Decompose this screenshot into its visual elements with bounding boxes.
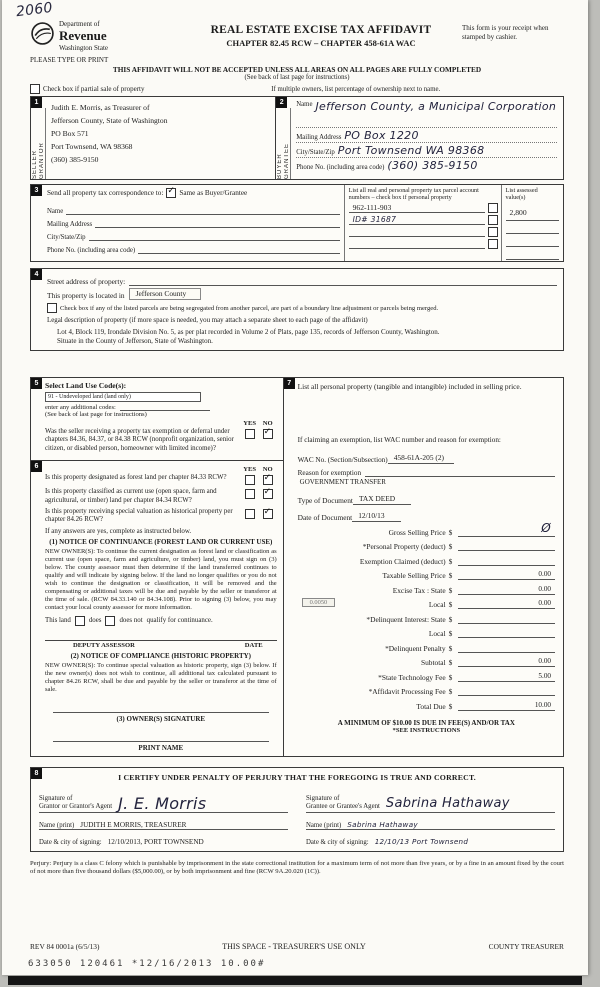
grantor-signature-field[interactable]: Signature of Grantor or Grantor's Agent J. E. Morris — [39, 788, 288, 813]
section-2-badge: 2 — [276, 97, 287, 108]
buyer-vertical-label: BUYER — [276, 153, 283, 179]
owner-signature-line[interactable] — [53, 700, 269, 713]
check-icon: ✓ — [263, 486, 272, 497]
located-in-row — [47, 286, 557, 300]
doc-type-label: Type of Document — [297, 496, 353, 505]
dor-logo-block — [30, 20, 180, 64]
legal-description-line: Lot 4, Block 119, Irondale Division No. 5, as per plat recorded in Volume 2 of Plats, page 135, records of Jefferson County, Washington. — [57, 328, 440, 336]
reason-field[interactable] — [298, 464, 555, 477]
receipt-note: This form is your receipt when stamped by cashier. — [462, 24, 549, 41]
buyer-city-label: City/State/Zip — [296, 149, 335, 156]
historic-no-checkbox[interactable] — [263, 506, 273, 519]
correspondence-city-field[interactable]: City/State/Zip — [47, 228, 340, 241]
certification-section — [30, 767, 564, 852]
money-row[interactable]: Excise Tax : State $ 0.00 — [298, 581, 555, 595]
money-row[interactable]: Exemption Claimed (deduct) $ — [298, 552, 555, 566]
local-rate-box: 0.0050 — [302, 598, 336, 607]
buyer-address-field[interactable] — [296, 128, 557, 143]
dept-line: Department of — [59, 20, 100, 28]
wac-number-field[interactable] — [298, 450, 555, 464]
current-use-question-row: Is this property classified as current use (open space, farm and agricultural, or timber) land per chapter 84.34 RCW? ✓ — [45, 486, 272, 504]
yes-header: YES — [243, 420, 257, 427]
money-row[interactable]: Local $ — [298, 625, 555, 639]
parties-row — [30, 96, 564, 180]
parcel-row[interactable] — [349, 213, 498, 225]
county-treasurer-label: COUNTY TREASURER — [488, 942, 564, 951]
form-title: REAL ESTATE EXCISE TAX AFFIDAVIT — [210, 24, 432, 36]
money-row[interactable]: *Personal Property (deduct) $ — [298, 538, 555, 552]
buyer-address-value: PO Box 1220 — [344, 129, 419, 142]
deputy-assessor-line[interactable] — [45, 640, 277, 649]
qualify-line: This land does does not qualify for continuance. — [45, 617, 213, 625]
send-correspondence-label: Send all property tax correspondence to: — [47, 189, 164, 197]
money-row[interactable]: Subtotal $ 0.00 — [298, 654, 555, 668]
land-use-section — [30, 377, 284, 461]
exemption-no-checkbox[interactable] — [263, 426, 273, 439]
print-name-line[interactable] — [53, 729, 269, 742]
exemption-yes-checkbox[interactable] — [245, 429, 255, 439]
seller-line: Judith E. Morris, as Treasurer of — [51, 103, 150, 112]
grantee-name-value: Sabrina Hathaway — [347, 819, 418, 829]
land-use-code-select[interactable]: 91 - Undeveloped land (land only) — [45, 392, 201, 402]
date-label: DATE — [244, 641, 263, 649]
partial-sale-row — [30, 84, 564, 94]
check-icon: ✓ — [263, 472, 272, 483]
buyer-phone-value: (360) 385-9150 — [387, 159, 478, 172]
buyer-city-value: Port Townsend WA 98368 — [337, 144, 485, 157]
minimum-due-note: A MINIMUM OF $10.00 IS DUE IN FEE(S) AND/OR TAX — [337, 718, 515, 727]
continuance-text: NEW OWNER(S): To continue the current designation as forest land or classification as current use (open space, farm and agriculture, or timber) land, you must sign on (3) below. The county assessor must then determine if the land transferred continues to qualify and will indicate by signing below. If the land no longer qualifies or you do not wish to continue the designation or classification, it will be removed and the compensating or additional taxes will be due and payable by the seller or transferor at the time of sale. (RCW 84.33.140 or 84.34.108). Prior to signing (3) below, you may contact your local county assessor for more information. — [45, 547, 277, 611]
land-use-title: Select Land Use Code(s): — [45, 381, 127, 390]
seller-section — [30, 96, 276, 180]
exemption-question-row — [45, 428, 277, 453]
segregated-label: Check box if any of the listed parcels are being segregated from another parcel, are part of a boundary line adjustment or parcels being merged. — [60, 304, 439, 312]
parcel-id-handwritten: ID# 31687 — [349, 215, 485, 225]
does-qualify-checkbox[interactable] — [75, 616, 85, 626]
current-use-no-checkbox[interactable] — [263, 486, 273, 499]
affidavit-page — [2, 0, 588, 975]
grantor-date-field[interactable]: Date & city of signing: 12/10/2013, PORT TOWNSEND — [39, 837, 204, 846]
section-5-badge: 5 — [31, 378, 42, 389]
grantee-signature-handwritten: Sabrina Hathaway — [385, 795, 510, 811]
personal-property-checkbox[interactable] — [488, 203, 498, 213]
dept-name: Revenue — [59, 28, 107, 43]
assessed-value-row[interactable] — [506, 247, 559, 260]
seller-line: (360) 385-9150 — [51, 155, 99, 164]
section-1-badge: 1 — [31, 97, 42, 108]
parcel-row[interactable] — [349, 201, 498, 213]
correspondence-address-field[interactable]: Mailing Address — [47, 215, 340, 228]
multi-owner-note: If multiple owners, list percentage of ownership next to name. — [271, 85, 441, 93]
tax-computation-section — [283, 377, 564, 757]
no-header: NO — [262, 466, 273, 474]
historic-yes-checkbox[interactable] — [245, 509, 255, 519]
yes-header: YES — [243, 466, 257, 474]
see-back-note-5: (See back of last page for instructions) — [45, 411, 147, 418]
money-row[interactable]: *Affidavit Processing Fee $ — [298, 683, 555, 697]
buyer-phone-label: Phone No. (including area code) — [296, 164, 385, 171]
certify-statement: I CERTIFY UNDER PENALTY OF PERJURY THAT THE FOREGOING IS TRUE AND CORRECT. — [118, 772, 476, 782]
correspondence-section — [30, 184, 564, 262]
historic-question-row: Is this property receiving special valuation as historical property per chapter 84.26 RCW? ✓ — [45, 506, 272, 524]
parcel-row[interactable] — [349, 225, 498, 237]
parcel-number-value: 962-111-903 — [349, 203, 485, 213]
doc-type-field[interactable] — [298, 490, 555, 505]
grantor-date-value: 12/10/2013, PORT TOWNSEND — [107, 837, 204, 846]
buyer-vertical-strip — [276, 108, 291, 179]
money-row[interactable]: *Delinquent Interest: State $ — [298, 610, 555, 624]
type-or-print-label: PLEASE TYPE OR PRINT — [30, 56, 109, 64]
grantor-signature-handwritten: J. E. Morris — [118, 793, 207, 813]
money-row[interactable]: *Delinquent Penalty $ — [298, 639, 555, 653]
street-address-label: Street address of property: — [47, 277, 126, 286]
seller-line: PO Box 571 — [51, 129, 89, 138]
grantee-signature-field[interactable]: Signature of Grantee or Grantee's Agent Sabrina Hathaway — [306, 788, 555, 813]
property-address-section — [30, 268, 564, 351]
owners-signature-label: (3) OWNER(S) SIGNATURE — [116, 714, 206, 723]
scan-artifact-bar — [8, 976, 582, 985]
if-yes-note: If any answers are yes, complete as instructed below. — [45, 527, 192, 535]
buyer-name-label: Name — [296, 101, 313, 108]
grantee-date-field[interactable]: Date & city of signing: 12/10/13 Port Townsend — [306, 836, 469, 846]
personal-property-label: List all personal property (tangible and intangible) included in selling price. — [297, 382, 522, 391]
grantee-date-value: 12/10/13 Port Townsend — [374, 836, 469, 846]
treasurer-space-label: THIS SPACE - TREASURER'S USE ONLY — [222, 942, 366, 951]
partial-sale-label: Check box if partial sale of property — [43, 85, 145, 93]
form-header — [30, 20, 564, 64]
wac-value: 458-61A-205 (2) — [388, 453, 454, 464]
continuance-title: (1) NOTICE OF CONTINUANCE (FOREST LAND OR CURRENT USE) — [49, 537, 273, 546]
located-in-value[interactable]: Jefferson County — [129, 288, 202, 300]
money-row-total[interactable]: Total Due $ 10.00 — [298, 697, 555, 711]
grantee-name-field[interactable]: Name (print) Sabrina Hathaway — [306, 814, 555, 830]
form-chapter: CHAPTER 82.45 RCW – CHAPTER 458-61A WAC — [226, 38, 416, 48]
check-icon: ✓ — [167, 185, 175, 195]
money-row[interactable]: *State Technology Fee $ 5.00 — [298, 668, 555, 682]
money-row-local[interactable]: 0.0050 Local $ 0.00 — [298, 596, 555, 610]
partial-sale-checkbox[interactable] — [30, 84, 40, 94]
grantor-signature-block — [39, 788, 288, 846]
same-as-buyer-label: Same as Buyer/Grantee — [179, 189, 248, 197]
legal-description-line: Situate in the County of Jefferson, State of Washington. — [57, 337, 213, 345]
dept-state: Washington State — [59, 44, 109, 52]
exemption-question: Was the seller receiving a property tax exemption or deferral under chapters 84.36, 84.37, or 84.38 RCW (nonprofit organization, senior citizen, or disabled person, homeowner with limited income)? — [45, 428, 234, 452]
buyer-city-field[interactable] — [296, 143, 557, 158]
buyer-name-field[interactable] — [296, 101, 557, 128]
section-4-badge: 4 — [31, 269, 42, 280]
no-header: NO — [262, 420, 273, 427]
section-7-badge: 7 — [284, 378, 295, 389]
doc-type-value: TAX DEED — [353, 494, 411, 505]
seller-vertical-label: SELLER — [31, 149, 38, 179]
buyer-address-label: Mailing Address — [296, 134, 342, 141]
money-row[interactable]: Gross Selling Price $ Ø — [298, 523, 555, 537]
personal-property-checkbox[interactable] — [488, 239, 498, 249]
buyer-section — [275, 96, 564, 180]
grantor-name-field[interactable]: Name (print) JUDITH E MORRIS, TREASURER — [39, 814, 288, 830]
street-address-field[interactable] — [47, 272, 557, 286]
completion-notice: THIS AFFIDAVIT WILL NOT BE ACCEPTED UNLESS ALL AREAS ON ALL PAGES ARE FULLY COMPLETED — [112, 65, 482, 74]
correspondence-phone-field[interactable]: Phone No. (including area code) — [47, 241, 340, 254]
seller-line: Port Townsend, WA 98368 — [51, 142, 133, 151]
seller-line: Jefferson County, State of Washington — [51, 116, 168, 125]
current-use-yes-checkbox[interactable] — [245, 489, 255, 499]
assessed-value: 2,800 — [509, 208, 527, 217]
legal-description-label: Legal description of property (if more space is needed, you may attach a separate sheet to each page of the affidavit) — [47, 317, 368, 324]
money-row[interactable]: Taxable Selling Price $ 0.00 — [298, 567, 555, 581]
forest-yes-checkbox[interactable] — [245, 475, 255, 485]
grantee-signature-block — [306, 788, 555, 846]
mid-region — [30, 377, 564, 757]
cashier-stamp-line: 633050 120461 *12/16/2013 10.00# — [28, 959, 266, 969]
see-back-note: (See back of last page for instructions) — [244, 74, 350, 81]
seller-vertical-strip — [31, 108, 46, 179]
section-6-badge: 6 — [31, 461, 42, 472]
dor-logo-icon — [30, 21, 55, 51]
assessed-value-row[interactable] — [506, 208, 559, 221]
buyer-name-value: Jefferson County, a Municipal Corporation — [315, 100, 557, 113]
section-8-badge: 8 — [31, 768, 42, 779]
see-instructions-note: *SEE INSTRUCTIONS — [392, 726, 461, 734]
check-icon: ✓ — [263, 426, 272, 436]
compliance-title: (2) NOTICE OF COMPLIANCE (HISTORIC PROPERTY) — [70, 651, 252, 660]
deputy-assessor-label: DEPUTY ASSESSOR — [73, 641, 135, 649]
personal-property-checkbox[interactable] — [488, 215, 498, 225]
rev-number: REV 84 0001a (6/5/13) — [30, 942, 100, 951]
assessed-value-row[interactable] — [506, 221, 559, 234]
reason-value: GOVERNMENT TRANSFER — [299, 478, 386, 486]
personal-property-checkbox[interactable] — [488, 227, 498, 237]
parcel-numbers-header: List all real and personal property tax parcel account numbers – check box if personal property — [348, 187, 479, 201]
assessed-values-header: List assessed value(s) — [505, 187, 538, 201]
doc-date-label: Date of Document — [297, 513, 353, 522]
located-in-label: This property is located in — [47, 291, 125, 300]
forest-land-question-row: Is this property designated as forest land per chapter 84.33 RCW? ✓ — [45, 474, 277, 485]
classification-section — [30, 460, 284, 757]
same-as-buyer-checkbox[interactable] — [166, 185, 176, 198]
reason-label: Reason for exemption — [297, 469, 362, 477]
exemption-claim-label: If claiming an exemption, list WAC number and reason for exemption: — [297, 436, 501, 444]
perjury-statement: Perjury: Perjury is a class C felony which is punishable by imprisonment in the state correctional institution for a maximum term of not more than five years, or by a fine in an amount fixed by the court of not more than five thousand dollars ($5,000.00), or by both imprisonment and fine (RCW 9A.20.020 (1C)). — [30, 859, 564, 875]
grantee-vertical-label: GRANTEE — [283, 142, 290, 179]
does-not-qualify-checkbox[interactable] — [105, 616, 115, 626]
handwritten-ref-number: 2060 — [15, 0, 54, 21]
assessed-value-row[interactable] — [506, 234, 559, 247]
print-name-label: PRINT NAME — [138, 743, 184, 752]
wac-label: WAC No. (Section/Subsection) — [297, 456, 388, 464]
forest-no-checkbox[interactable] — [263, 472, 273, 485]
segregated-checkbox[interactable] — [47, 303, 57, 313]
grantor-vertical-label: GRANTOR — [38, 142, 45, 179]
parcel-row[interactable] — [349, 237, 498, 249]
compliance-text: NEW OWNER(S): To continue special valuation as historic property, sign (3) below. If the new owner(s) does not wish to continue, all additional tax calculated pursuant to chapter 84.26 RCW, shall be due and payable by the seller or transferor at the time of sale. — [45, 661, 277, 693]
check-icon: ✓ — [263, 506, 272, 517]
form-footer — [30, 942, 564, 951]
buyer-phone-field[interactable] — [296, 158, 557, 172]
section-3-badge: 3 — [31, 185, 42, 196]
additional-codes-field[interactable]: enter any additional codes: — [45, 404, 277, 411]
gross-price-handwritten: Ø — [541, 520, 551, 535]
correspondence-name-field[interactable]: Name — [47, 202, 340, 215]
grantor-name-value: JUDITH E MORRIS, TREASURER — [80, 820, 187, 829]
doc-date-value: 12/10/13 — [352, 511, 400, 522]
